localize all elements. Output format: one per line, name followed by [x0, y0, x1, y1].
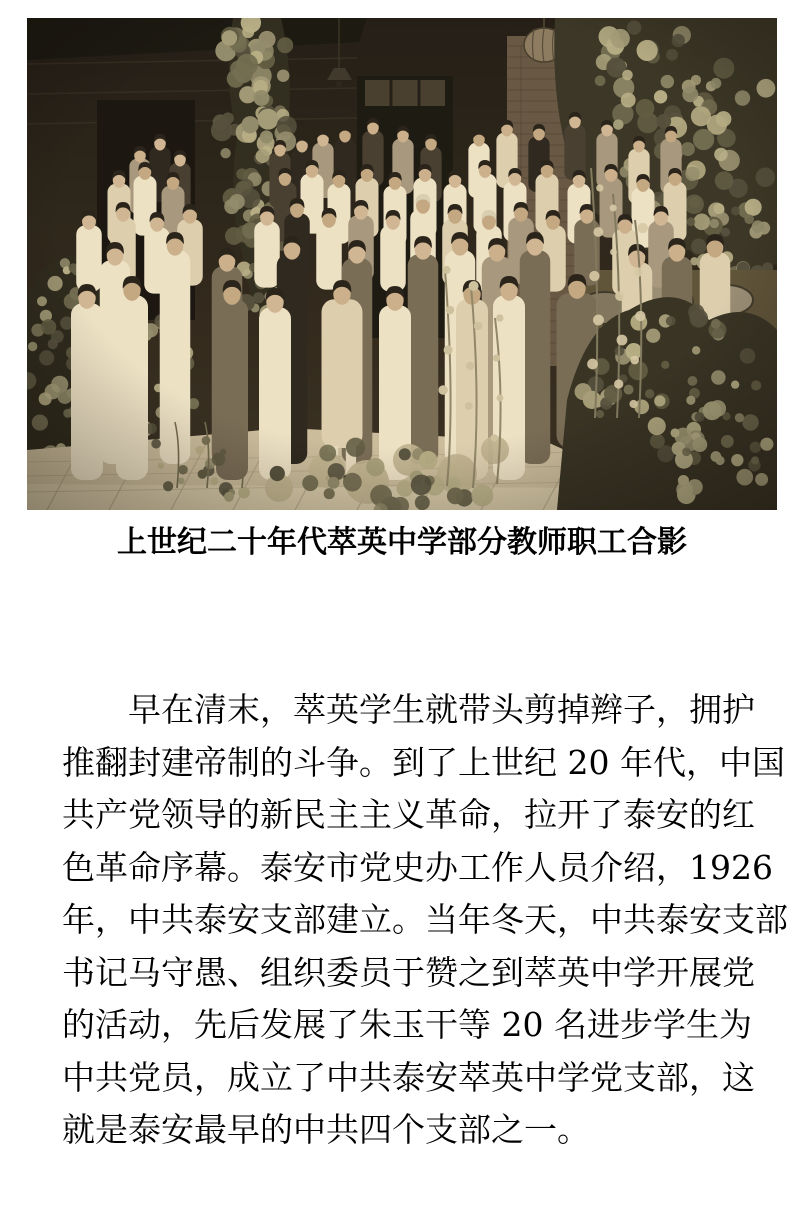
paragraph-line: 的活动，先后发展了朱玉干等 20 名进步学生为 — [62, 1005, 752, 1044]
paragraph-line: 年，中共泰安支部建立。当年冬天，中共泰安支部 — [62, 900, 788, 939]
paragraph-line: 就是泰安最早的中共四个支部之一。 — [62, 1110, 590, 1149]
paragraph-line: 推翻封建帝制的斗争。到了上世纪 20 年代，中国 — [62, 742, 785, 782]
paragraph-line: 早在清末，萃英学生就带头剪掉辫子，拥护 — [128, 690, 755, 729]
historical-group-photo — [27, 18, 777, 510]
paragraph-line: 中共党员，成立了中共泰安萃英中学党支部，这 — [62, 1057, 755, 1097]
article-paragraph — [62, 684, 788, 1157]
paragraph-line: 书记马守愚、组织委员于赞之到萃英中学开展党 — [62, 952, 755, 992]
paragraph-line: 共产党领导的新民主主义革命，拉开了泰安的红 — [62, 795, 755, 834]
photo-caption: 上世纪二十年代萃英中学部分教师职工合影 — [117, 525, 687, 560]
paragraph-line: 色革命序幕。泰安市党史办工作人员介绍，1926 — [62, 847, 773, 887]
group-photo-illustration — [27, 18, 777, 510]
